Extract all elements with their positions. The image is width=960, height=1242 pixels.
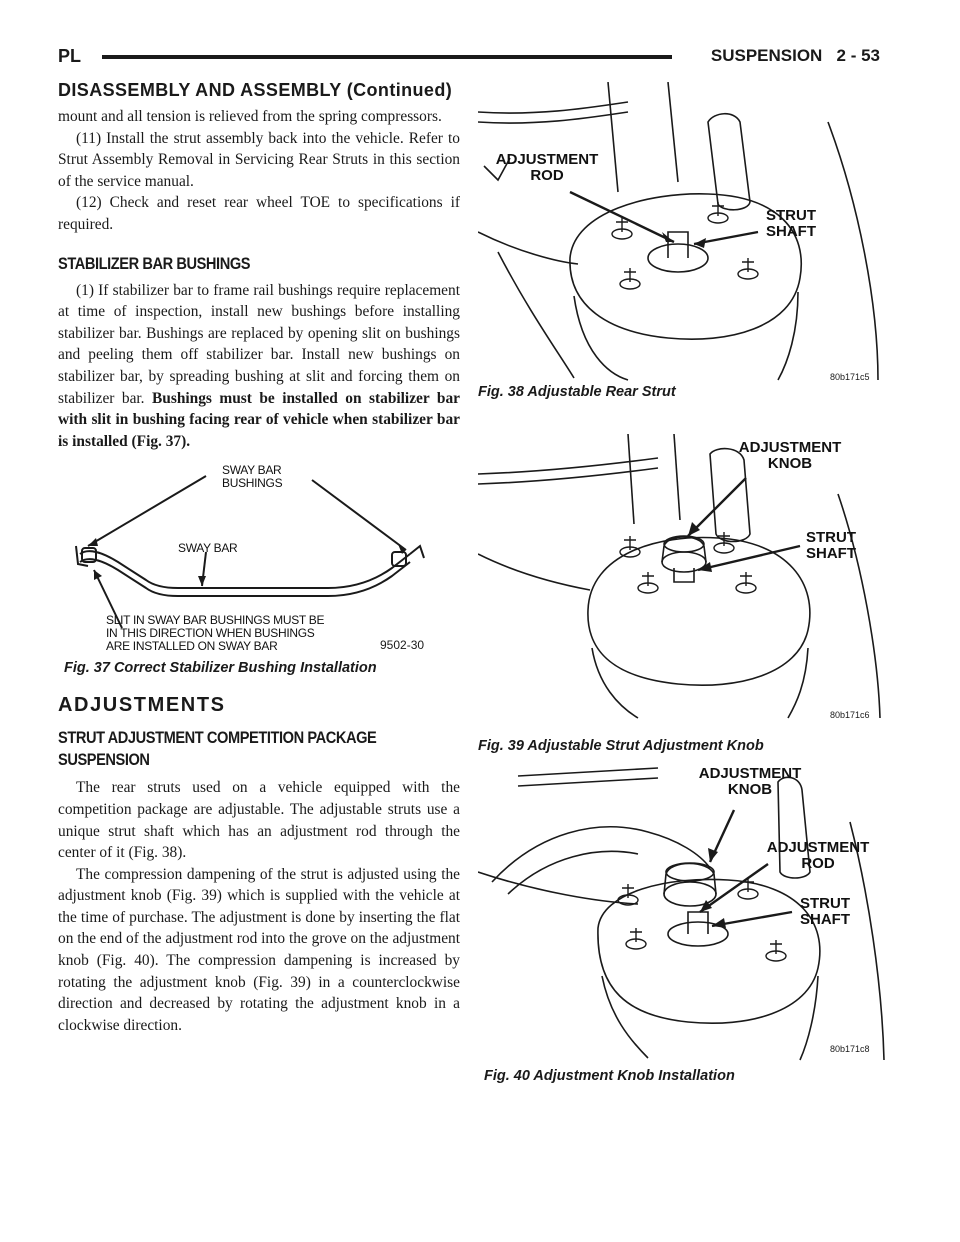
- section-continued-heading: DISASSEMBLY AND ASSEMBLY (Continued): [58, 80, 453, 100]
- paragraph-adjustable-struts: The rear struts used on a vehicle equipped with the competition package are adjustable. The adjustable struts use a unique strut shaft which has an adjustment rod through the center of it (Fig. 38).: [58, 779, 460, 862]
- figure-caption: Fig. 37 Correct Stabilizer Bushing Installation: [64, 660, 377, 677]
- strut-adjustment-heading: STRUT ADJUSTMENT COMPETITION PACKAGE SUSPENSION: [58, 728, 377, 770]
- label-adjustment-rod: ADJUSTMENT ROD: [766, 839, 870, 872]
- stabilizer-heading: STABILIZER BAR BUSHINGS: [58, 253, 251, 273]
- label-adjustment-rod: ADJUSTMENT ROD: [495, 151, 599, 184]
- figure-38: [478, 82, 890, 412]
- label-slit-direction: SLIT IN SWAY BAR BUSHINGS MUST BE IN THIS DIRECTION WHEN BUSHINGS ARE INSTALLED ON SWAY BAR: [106, 613, 325, 654]
- label-adjustment-knob: ADJUSTMENT KNOB: [698, 765, 802, 798]
- stabilizer-warning: Bushings must be installed on stabilizer bar with slit in bushing facing rear of vehicle when stabilizer bar is installed (Fig. 37).: [58, 389, 460, 450]
- figure-code: 9502-30: [380, 638, 425, 653]
- paragraph-stabilizer: [58, 280, 460, 453]
- section-name: SUSPENSION: [710, 46, 823, 65]
- figure-caption: Fig. 39 Adjustable Strut Adjustment Knob: [478, 738, 764, 754]
- label-sway-bar-bushings: SWAY BAR BUSHINGS: [222, 463, 283, 491]
- label-sway-bar: SWAY BAR: [178, 541, 238, 556]
- figure-code: 80b171c8: [830, 1044, 870, 1054]
- figure-caption: Fig. 38 Adjustable Rear Strut: [478, 384, 676, 400]
- paragraph-tension: mount and all tension is relieved from the spring compressors.: [58, 108, 442, 125]
- left-column: [58, 106, 460, 1036]
- figure-code: 80b171c6: [830, 710, 870, 720]
- adjustment-knob-drawing: [478, 434, 890, 720]
- paragraph-step-11: (11) Install the strut assembly back into the vehicle. Refer to Strut Assembly Removal in Servicing Rear Struts in this section of the service manual.: [58, 129, 460, 190]
- figure-37: [58, 462, 460, 680]
- paragraph-step-12: (12) Check and reset rear wheel TOE to specifications if required.: [58, 194, 460, 233]
- adjustments-heading: ADJUSTMENTS: [58, 694, 226, 717]
- header-rule: [102, 55, 672, 59]
- figure-code: 80b171c5: [830, 372, 870, 382]
- label-strut-shaft: STRUT SHAFT: [800, 895, 850, 928]
- page-header: [58, 40, 880, 74]
- label-strut-shaft: STRUT SHAFT: [806, 529, 856, 562]
- label-adjustment-knob: ADJUSTMENT KNOB: [738, 439, 842, 472]
- stabilizer-text: (1) If stabilizer bar to frame rail bushings require replacement at time of inspection, install new bushings before installing stabilizer bar. Bushings are replaced by opening slit on bushings and peeling them off stabilizer bar. Install new bushings on stabilizer bar, by spreading bushing at slit and forcing them on stabilizer bar.: [58, 281, 460, 407]
- figure-caption: Fig. 40 Adjustment Knob Installation: [484, 1068, 735, 1084]
- figure-40: [478, 762, 890, 1092]
- section-and-page: [711, 46, 880, 66]
- label-strut-shaft: STRUT SHAFT: [766, 207, 816, 240]
- page-number: 2 - 53: [836, 46, 880, 65]
- figure-39: [478, 434, 890, 754]
- paragraph-compression: The compression dampening of the strut is adjusted using the adjustment knob (Fig. 39) which is supplied with the vehicle at the time of purchase. The adjustment is done by inserting the flat on the end of the adjustment rod into the grove on the adjustment knob (Fig. 40). The compression dampening is increased by rotating the adjustment knob (Fig. 39) in a counterclockwise direction and decreased by rotating the adjustment knob in a clockwise direction.: [58, 865, 460, 1034]
- manual-code: PL: [58, 46, 82, 66]
